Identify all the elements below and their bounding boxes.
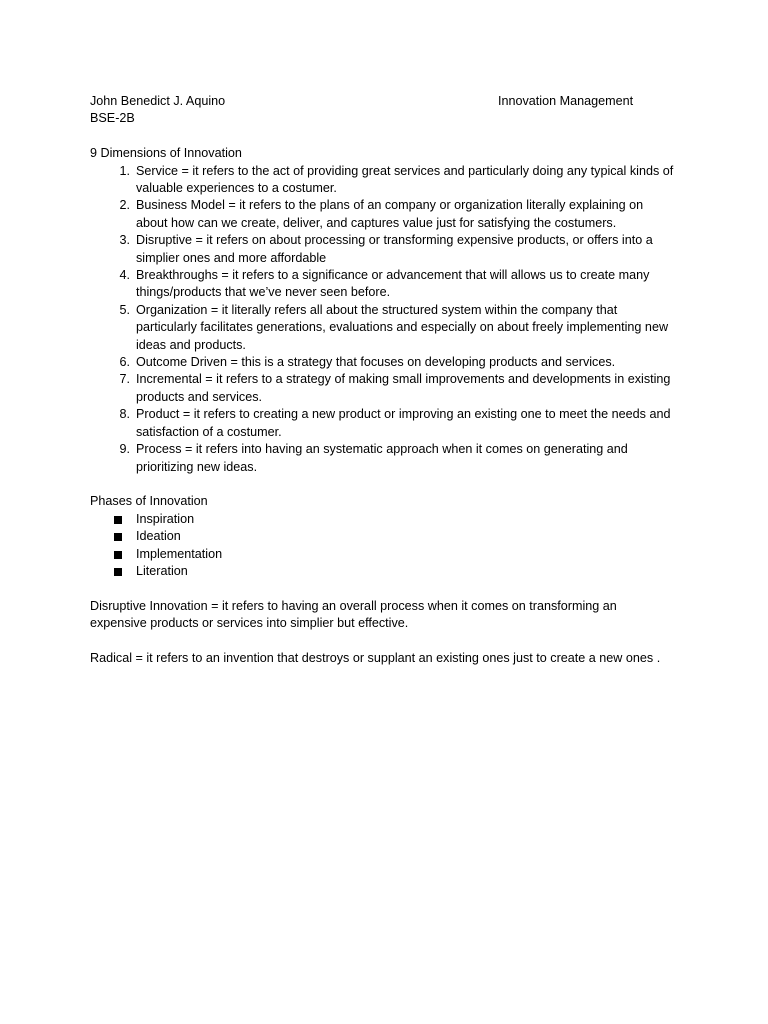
list-item [90,441,680,476]
paragraph-line: expensive products or services into simplier but effective. [90,616,409,631]
list-item [90,528,680,545]
dimensions-heading: 9 Dimensions of Innovation [90,146,242,161]
spacer [90,476,680,493]
list-item [90,354,680,371]
list-text-line: prioritizing new ideas. [136,459,258,474]
list-number: 6. [119,355,130,370]
list-text-line: Outcome Driven = this is a strategy that focuses on developing products and services. [136,355,616,370]
list-text-line: about how can we create, deliver, and captures value just for satisfying the costumers. [136,215,617,230]
list-item [90,302,680,354]
list-text-line: Organization = it literally refers all about the structured system within the company that [136,302,618,317]
square-bullet-icon [114,568,122,576]
radical-paragraph: Radical = it refers to an invention that destroys or supplant an existing ones just to create a new ones . [90,650,661,665]
spacer [90,580,680,597]
list-number: 8. [119,407,130,422]
list-text-line: Implementation [136,546,223,561]
square-bullet-icon [114,551,122,559]
list-text-line: simplier ones and more affordable [136,250,327,265]
list-text-line: Breakthroughs = it refers to a significance or advancement that will allows us to create many [136,268,650,283]
list-item [90,511,680,528]
list-text-line: Ideation [136,529,181,544]
dimensions-list [90,163,680,476]
list-number: 5. [119,302,130,317]
list-item [90,406,680,441]
list-number: 4. [119,268,130,283]
list-item [90,546,680,563]
list-item [90,563,680,580]
list-item [90,267,680,302]
list-text-line: valuable experiences to a costumer. [136,181,337,195]
square-bullet-icon [114,516,122,524]
paragraph-line: Disruptive Innovation = it refers to having an overall process when it comes on transforming an [90,598,617,613]
disruptive-paragraph [90,598,680,633]
list-text-line: Business Model = it refers to the plans of an company or organization literally explaining on [136,198,644,213]
list-text-line: Process = it refers into having an systematic approach when it comes on generating and [136,442,628,457]
list-text-line: things/products that we’ve never seen before. [136,285,391,300]
list-text-line: products and services. [136,389,262,404]
spacer [90,128,680,145]
course-title: Innovation Management [498,94,634,108]
list-number: 2. [119,198,130,213]
list-text-line: particularly facilitates generations, evaluations and especially on about freely implementing new [136,320,669,335]
list-text-line: Product = it refers to creating a new product or improving an existing one to meet the needs and [136,407,671,422]
phases-heading: Phases of Innovation [90,494,208,509]
phases-list [90,511,680,581]
square-bullet-icon [114,533,122,541]
list-item [90,371,680,406]
author-name: John Benedict J. Aquino [90,94,226,108]
list-text-line: ideas and products. [136,337,246,352]
spacer [90,633,680,650]
list-text-line: Incremental = it refers to a strategy of making small improvements and developments in existing [136,372,671,387]
section-label: BSE-2B [90,111,135,126]
list-text-line: Service = it refers to the act of providing great services and particularly doing any typical kinds of [136,163,674,178]
header-row [90,93,680,110]
list-number: 1. [119,163,130,178]
list-text-line: Literation [136,563,188,578]
list-item [90,197,680,232]
list-number: 7. [119,372,130,387]
list-number: 3. [119,233,130,248]
list-number: 9. [119,442,130,457]
list-text-line: Disruptive = it refers on about processing or transforming expensive products, or offers into a [136,233,653,248]
list-text-line: Inspiration [136,511,195,526]
list-item [90,163,680,198]
list-item [90,232,680,267]
document-body [90,93,680,667]
list-text-line: satisfaction of a costumer. [136,424,282,439]
